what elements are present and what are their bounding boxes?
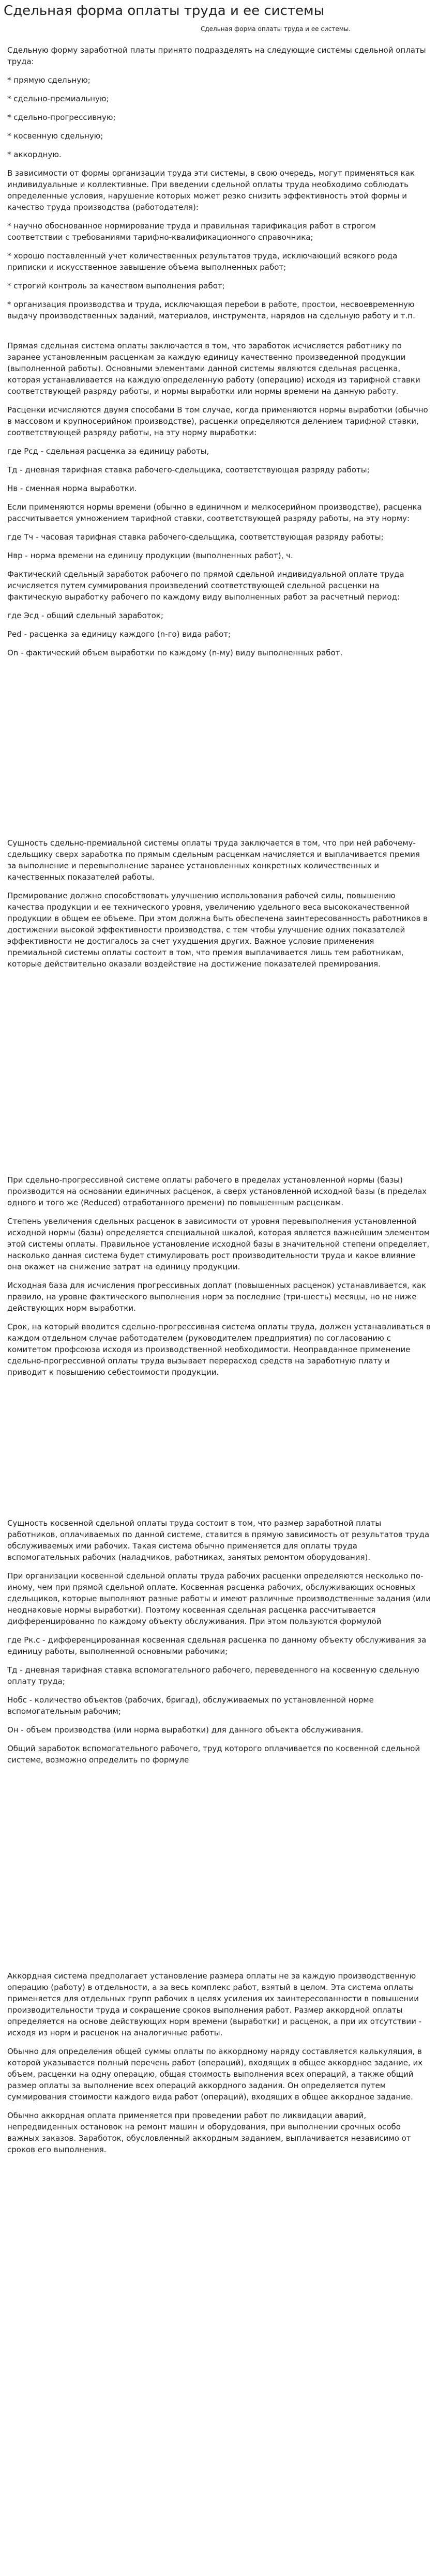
paragraph: * аккордную. bbox=[7, 150, 62, 159]
paragraph: Если применяются нормы времени (обычно в единичном и мелкосерийном производстве), расценка рассчитывается умножением тарифной ставки, соответствующей разряду работы, на эту норму: bbox=[7, 502, 422, 523]
paragraph: Аккордная система предполагает установление размера оплаты не за каждую производственную операцию (работу) в отдельности, а за весь комплекс работ, взятый в целом. Эта система оплаты применяется для отдельных групп рабочих в целях усиления их заинтересованности в повышении производительности труда и сокращение сроков выполнения работ. Размер аккордной оплаты определяется на основе действующих норм времени (выработки) и расценок, а при их отсутствии - исходя из норм и расценок на аналогичные работы. bbox=[7, 1971, 422, 2037]
paragraph: Рed - расценка за единицу каждого (n-го) вида работ; bbox=[7, 630, 231, 639]
paragraph: Общий заработок вспомогательного рабочего, труд которого оплачивается по косвенной сдельной системе, возможно определить по формуле bbox=[7, 1744, 420, 1765]
section-indirect-piecework bbox=[7, 1517, 431, 1766]
paragraph: где Тч - часовая тарифная ставка рабочего-сдельщика, соответствующая разряду работы; bbox=[7, 532, 384, 542]
paragraph: Сдельную форму заработной платы принято подразделять на следующие системы сдельной оплаты труда: bbox=[7, 45, 426, 66]
paragraph: Нв - сменная норма выработки. bbox=[7, 484, 137, 493]
paragraph: Обычно аккордная оплата применяется при проведении работ по ликвидации аварий, непредвиденных остановок на ремонт машин и оборудования, при выполнении срочных особо важных заказов. Заработок, обусловленный аккордным заданием, выплачивается независимо от сроков его выполнения. bbox=[7, 2111, 411, 2154]
paragraph: Нвр - норма времени на единицу продукции (выполненных работ), ч. bbox=[7, 551, 293, 560]
paragraph: Фактический сдельный заработок рабочего по прямой сдельной индивидуальной оплате труда исчисляется путем суммирования произведений соответствующей сдельной расценки на фактическую выработку рабочего по каждому виду выполненных работ за расчетный период: bbox=[7, 570, 404, 602]
paragraph: * научно обоснованное нормирование труда и правильная тарификация работ в строгом соответствии с требованиями тарифно-квалификационного справочника; bbox=[7, 221, 376, 242]
paragraph: Прямая сдельная система оплаты заключается в том, что заработок исчисляется работнику по заранее установленным расценкам за каждую единицу качественно произведенной продукции (выполненной работы). Основными элементами данной системы являются сдельная расценка, которая устанавливается на каждую определенную работу (операцию) исходя из тарифной ставки соответствующей разряду работы, и нормы выработки или нормы времени на данную работу. bbox=[7, 341, 420, 396]
paragraph: * строгий контроль за качеством выполнения работ; bbox=[7, 281, 225, 290]
paragraph: * сдельно-прогрессивную; bbox=[7, 113, 116, 122]
page-subtitle: Сдельная форма оплаты труда и ее системы. bbox=[201, 25, 351, 33]
paragraph: Степень увеличения сдельных расценок в зависимости от уровня перевыполнения установленной исходной нормы (базы) определяется специальной шкалой, которая является важнейшим элементом этой системы оплаты. Правильное установление исходной базы в значительной степени определяет, насколько данная система будет стимулировать рост производительности труда и какое влияние она окажет на снижение затрат на единицу продукции. bbox=[7, 1217, 430, 1271]
section-piecework-progressive bbox=[7, 1174, 431, 1378]
paragraph: Тд - дневная тарифная ставка рабочего-сдельщика, соответствующая разряду работы; bbox=[7, 465, 370, 474]
paragraph: При организации косвенной сдельной оплаты труда рабочих расценки определяются несколько по-иному, чем при прямой сдельной оплате. Косвенная расценка рабочих, обслуживающих основных сдельщиков, которые выполняют разные работы и имеют различные производственные задания (или неоднаковые нормы выработки). Поэтому косвенная сдельная расценка рассчитывается дифференцированно по каждому объекту обслуживания. При этом пользуются формулой bbox=[7, 1571, 431, 1626]
paragraph: Сущность сдельно-премиальной системы оплаты труда заключается в том, что при ней рабочему-сдельщику сверх заработка по прямым сдельным расценкам начисляется и выплачивается премия за выполнение и перевыполнение заранее установленных конкретных количественных и качественных показателей работы. bbox=[7, 838, 420, 882]
paragraph: Тд - дневная тарифная ставка вспомогательного рабочего, переведенного на косвенную сдельную оплату труда; bbox=[7, 1665, 419, 1686]
paragraph: В зависимости от формы организации труда эти системы, в свою очередь, могут применяться как индивидуальные и коллективные. При введении сдельной оплаты труда необходимо соблюдать определенные условия, нарушение которых может резко снизить эффективность этой формы и качество труда производства (работодателя): bbox=[7, 168, 415, 212]
paragraph: Он - объем производства (или норма выработки) для данного объекта обслуживания. bbox=[7, 1725, 364, 1735]
paragraph: где Эсд - общий сдельный заработок; bbox=[7, 611, 163, 620]
section-lump-sum bbox=[7, 1970, 431, 2155]
paragraph: Срок, на который вводится сдельно-прогрессивная система оплаты труда, должен устанавливаться в каждом отдельном случае работодателем (руководителем предприятия) по согласованию с комитетом профсоюза исходя из производственной необходимости. Неоправданное применение сдельно-прогрессивной оплаты труда вызывает перерасход средств на заработную плату и приводит к повышению себестоимости продукции. bbox=[7, 1322, 431, 1377]
paragraph: * организация производства и труда, исключающая перебои в работе, простои, несвоевременную выдачу производственных заданий, материалов, инструмента, нарядов на сдельную работу и т.п. bbox=[7, 300, 415, 320]
page-title: Сдельная форма оплаты труда и ее системы bbox=[4, 3, 325, 19]
section-direct-piecework bbox=[7, 340, 431, 658]
paragraph: Премирование должно способствовать улучшению использования рабочей силы, повышению качества продукции и ее технического уровня, увеличению удельного веса высококачественной продукции в общем ее объеме. При этом должна быть обеспечена заинтересованность работников в достижении высокой эффективности производства, с тем чтобы улучшение одних показателей эффективности не достигалось за счет ухудшения других. Важное условие применения премиальной системы оплаты состоит в том, что премия выплачивается лишь тем работникам, которые действительно оказали воздействие на достижение показателей премирования. bbox=[7, 891, 428, 969]
paragraph: Исходная база для исчисления прогрессивных доплат (повышенных расценок) устанавливается, как правило, на уровне фактического выполнения норм за последние (три-шесть) месяцы, но не ниже действующих норм выработки. bbox=[7, 1281, 426, 1313]
paragraph: * сдельно-премиальную; bbox=[7, 94, 109, 103]
paragraph: Сущность косвенной сдельной оплаты труда состоит в том, что размер заработной платы работников, оплачиваемых по данной системе, ставится в прямую зависимость от результатов труда обслуживаемых ими рабочих. Такая система обычно применяется для оплаты труда вспомогательных рабочих (наладчиков, работниках, занятых ремонтом оборудования). bbox=[7, 1519, 430, 1562]
paragraph: Обычно для определения общей суммы оплаты по аккордному наряду составляется калькуляция, в которой указывается полный перечень работ (операций), входящих в общее аккордное задание, их объем, расценки на одну операцию, общая стоимость выполнения всех операций, а также общий размер оплаты за выполнение всех операций аккордного задания. Он определяется путем суммирования стоимости каждого вида работ (операций), входящих в общее аккордное задание. bbox=[7, 2047, 423, 2102]
paragraph: При сдельно-прогрессивной системе оплаты рабочего в пределах установленной нормы (базы) производится на основании единичных расценок, а сверх установленной исходной базы (в пределах одного и того же (Reduced) отработанного времени) по повышенным расценкам. bbox=[7, 1175, 427, 1207]
paragraph: Расценки исчисляются двумя способами В том случае, когда применяются нормы выработки (обычно в массовом и крупносерийном производстве), расценки определяются делением тарифной ставки, соответствующей разряду работы, на эту норму выработки: bbox=[7, 405, 428, 437]
paragraph: On - фактический объем выработки по каждому (n-му) виду выполненных работ. bbox=[7, 648, 343, 657]
paragraph: где Рсд - сдельная расценка за единицу работы, bbox=[7, 447, 209, 456]
section-piecework-bonus bbox=[7, 837, 431, 970]
paragraph: где Рк.с - дифференцированная косвенная сдельная расценка по данному объекту обслуживания за единицу работы, выполненной основными рабочими; bbox=[7, 1635, 427, 1656]
paragraph: Нобс - количество объектов (рабочих, бригад), обслуживаемых по установленной норме вспомогательным рабочим; bbox=[7, 1695, 374, 1716]
paragraph: * хорошо поставленный учет количественных результатов труда, исключающий всякого рода приписки и искусственное завышение объема выполненных работ; bbox=[7, 251, 398, 272]
paragraph: * косвенную сдельную; bbox=[7, 131, 103, 141]
paragraph: * прямую сдельную; bbox=[7, 75, 90, 85]
section-overview bbox=[7, 44, 431, 321]
